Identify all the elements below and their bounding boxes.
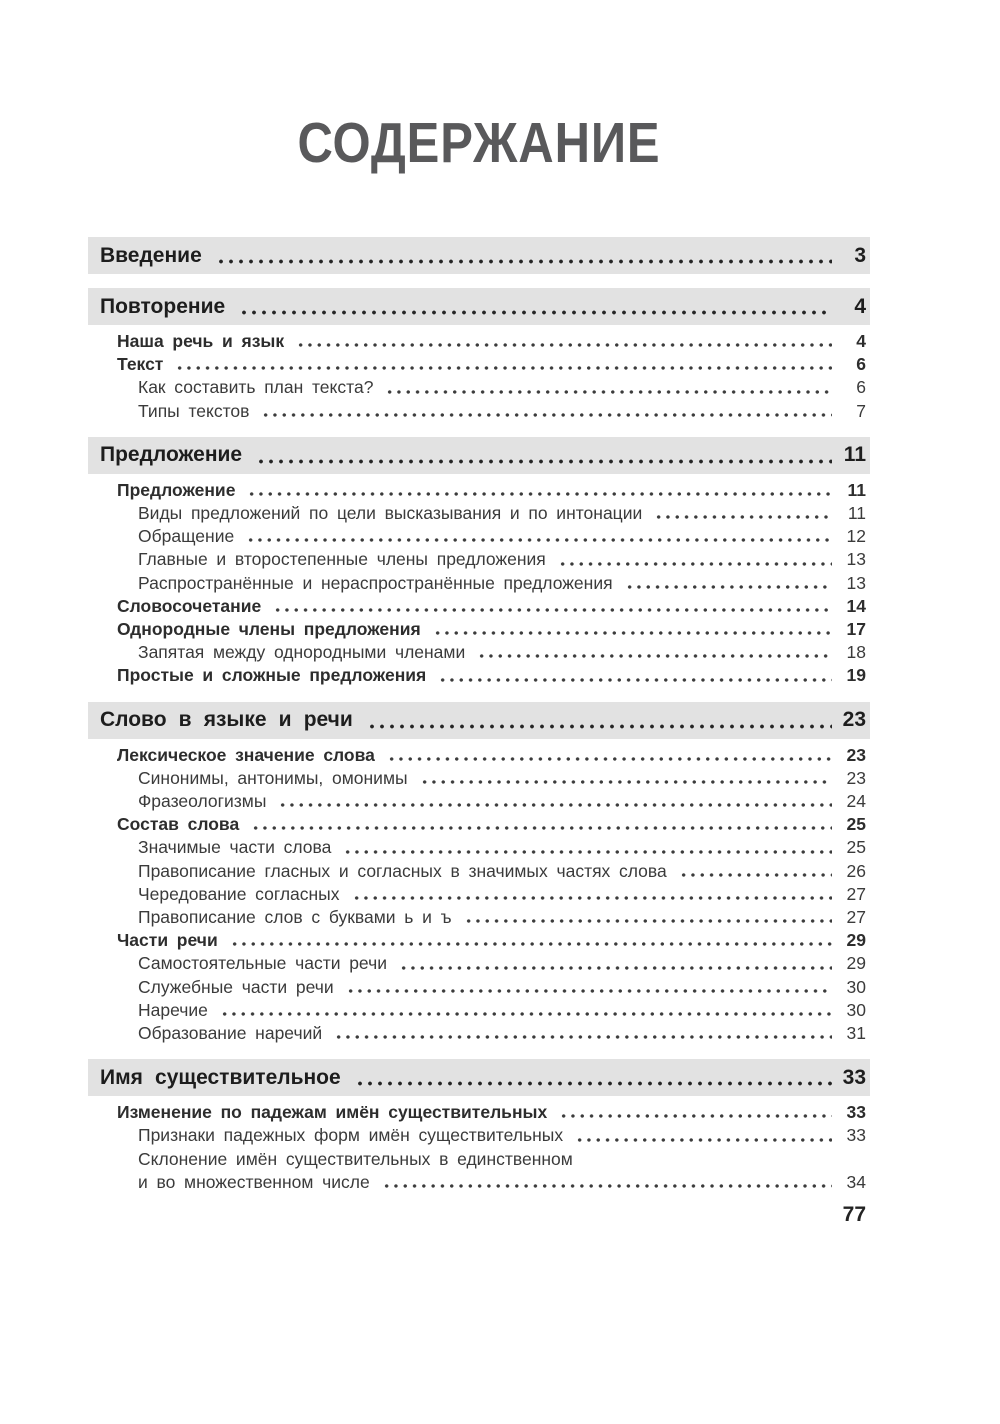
dot-leader <box>228 929 832 952</box>
toc-entry <box>88 664 870 687</box>
dot-leader <box>218 999 832 1022</box>
entry-page-number: 4 <box>856 331 866 351</box>
entry-title: Лексическое значение слова <box>117 744 375 765</box>
toc-section <box>88 288 870 423</box>
dot-leader <box>462 906 832 929</box>
toc-entry <box>88 744 870 767</box>
dot-leader <box>256 437 832 474</box>
toc-entry <box>88 883 870 906</box>
entry-page-number: 6 <box>856 354 866 375</box>
section-page-number: 23 <box>842 708 866 732</box>
dot-leader <box>239 288 832 325</box>
entry-page-number: 7 <box>856 400 866 421</box>
toc-entry <box>88 976 870 999</box>
entry-title: Склонение имён существительных в единственном <box>138 1148 573 1169</box>
toc-entry <box>88 767 870 790</box>
section-page-number: 11 <box>843 443 866 467</box>
toc-entry <box>88 836 870 859</box>
dot-leader <box>341 836 832 859</box>
toc-page <box>0 112 1000 1424</box>
folio-page-number: 77 <box>842 1203 866 1227</box>
section-page-number: 3 <box>854 243 866 267</box>
entry-title: Самостоятельные части речи <box>138 953 387 974</box>
toc-entry <box>88 999 870 1022</box>
toc-entry <box>88 1101 870 1124</box>
book-page <box>0 112 1000 1424</box>
toc-entry <box>88 860 870 883</box>
toc-section-header <box>88 237 870 274</box>
toc-content <box>88 112 870 1227</box>
entry-page-number: 13 <box>846 572 866 593</box>
dot-leader <box>583 1148 832 1171</box>
dot-leader <box>344 976 832 999</box>
entry-title: Виды предложений по цели высказывания и по интонации <box>138 503 643 524</box>
toc-entry <box>88 479 870 502</box>
toc-entry <box>88 906 870 929</box>
entry-page-number: 23 <box>846 767 866 788</box>
toc-section <box>88 437 870 688</box>
dot-leader <box>276 790 832 813</box>
entry-title: Текст <box>117 354 164 375</box>
entry-page-number: 29 <box>846 930 866 951</box>
toc-entry <box>88 1148 870 1171</box>
entry-page-number: 27 <box>846 907 866 928</box>
entry-title: Правописание слов с буквами ь и ъ <box>138 907 452 928</box>
dot-leader <box>385 744 832 767</box>
entry-title: Наша речь и язык <box>117 331 285 351</box>
toc-entry <box>88 1022 870 1045</box>
entry-title: Служебные части речи <box>138 976 334 997</box>
entry-title: Предложение <box>117 479 236 500</box>
toc-section-items <box>88 330 870 423</box>
entry-page-number: 26 <box>846 860 866 881</box>
toc-entry <box>88 1124 870 1147</box>
dot-leader <box>556 548 832 571</box>
entry-page-number: 33 <box>846 1102 866 1123</box>
entry-page-number: 6 <box>856 377 866 398</box>
entry-page-number: 25 <box>846 837 866 858</box>
entry-title: Наречие <box>138 999 208 1020</box>
entry-title: Синонимы, антонимы, омонимы <box>138 767 408 788</box>
dot-leader <box>294 330 832 353</box>
toc-section-header <box>88 437 870 474</box>
entry-page-number: 30 <box>846 999 866 1020</box>
toc-sections <box>88 237 870 1194</box>
toc-entry <box>88 952 870 975</box>
entry-title: Признаки падежных форм имён существительных <box>138 1125 564 1146</box>
entry-title: Фразеологизмы <box>138 791 267 812</box>
toc-section-items <box>88 1101 870 1194</box>
dot-leader <box>436 664 832 687</box>
dot-leader <box>216 237 832 274</box>
entry-title: и во множественном числе <box>138 1171 370 1192</box>
entry-title: Однородные члены предложения <box>117 619 421 640</box>
dot-leader <box>380 1171 832 1194</box>
entry-title: Значимые части слова <box>138 837 332 858</box>
dot-leader <box>249 813 832 836</box>
toc-section <box>88 1059 870 1194</box>
entry-page-number: 13 <box>846 549 866 570</box>
section-title: Слово в языке и речи <box>100 708 353 732</box>
entry-page-number: 23 <box>846 744 866 765</box>
entry-title: Распространённые и нераспространённые предложения <box>138 572 613 593</box>
entry-page-number: 25 <box>846 814 866 835</box>
entry-page-number: 31 <box>846 1023 866 1044</box>
dot-leader <box>475 641 832 664</box>
dot-leader <box>355 1059 832 1096</box>
entry-page-number: 11 <box>847 503 866 524</box>
toc-section-items <box>88 744 870 1046</box>
entry-page-number: 14 <box>846 595 866 616</box>
entry-title: Простые и сложные предложения <box>117 665 427 686</box>
dot-leader <box>271 595 832 618</box>
section-title: Имя существительное <box>100 1065 341 1089</box>
section-title: Повторение <box>100 294 226 318</box>
entry-title: Запятая между однородными членами <box>138 642 466 663</box>
toc-section-header <box>88 288 870 325</box>
section-title: Предложение <box>100 443 243 467</box>
entry-page-number: 34 <box>846 1171 866 1192</box>
toc-entry <box>88 400 870 423</box>
dot-leader <box>383 376 832 399</box>
dot-leader <box>244 525 832 548</box>
toc-entry <box>88 502 870 525</box>
dot-leader <box>397 952 832 975</box>
dot-leader <box>677 860 832 883</box>
entry-title: Главные и второстепенные члены предложения <box>138 549 546 570</box>
section-page-number: 33 <box>842 1065 866 1089</box>
section-page-number: 4 <box>854 294 866 318</box>
entry-page-number: 11 <box>847 479 866 500</box>
toc-entry <box>88 572 870 595</box>
entry-page-number: 19 <box>846 665 866 686</box>
toc-section-header <box>88 1059 870 1096</box>
entry-page-number: 27 <box>846 883 866 904</box>
entry-page-number: 24 <box>846 791 866 812</box>
dot-leader <box>332 1022 832 1045</box>
toc-section-header <box>88 702 870 739</box>
dot-leader <box>573 1124 832 1147</box>
entry-title: Изменение по падежам имён существительных <box>117 1102 548 1123</box>
section-title: Введение <box>100 243 202 267</box>
dot-leader <box>418 767 832 790</box>
toc-entry <box>88 618 870 641</box>
toc-entry <box>88 548 870 571</box>
dot-leader <box>173 353 832 376</box>
dot-leader <box>367 702 832 739</box>
toc-entry <box>88 1171 870 1194</box>
dot-leader <box>350 883 832 906</box>
entry-page-number: 29 <box>846 953 866 974</box>
toc-section <box>88 702 870 1046</box>
dot-leader <box>623 572 832 595</box>
entry-page-number: 17 <box>846 619 866 640</box>
toc-section-items <box>88 479 870 688</box>
toc-entry <box>88 929 870 952</box>
page-title: СОДЕРЖАНИЕ <box>297 111 661 175</box>
toc-entry <box>88 376 870 399</box>
toc-entry <box>88 330 870 353</box>
entry-title: Чередование согласных <box>138 883 340 904</box>
toc-entry <box>88 641 870 664</box>
entry-title: Как составить план текста? <box>138 377 374 398</box>
dot-leader <box>557 1101 832 1124</box>
toc-entry <box>88 595 870 618</box>
entry-title: Состав слова <box>117 814 240 835</box>
entry-title: Словосочетание <box>117 595 262 616</box>
entry-page-number: 18 <box>846 642 866 663</box>
toc-entry <box>88 790 870 813</box>
entry-title: Части речи <box>117 930 218 951</box>
toc-entry <box>88 353 870 376</box>
dot-leader <box>259 400 832 423</box>
entry-title: Правописание гласных и согласных в значимых частях слова <box>138 860 667 881</box>
toc-entry <box>88 525 870 548</box>
dot-leader <box>652 502 832 525</box>
toc-section <box>88 237 870 274</box>
entry-page-number: 12 <box>846 526 866 547</box>
entry-title: Типы текстов <box>138 400 250 421</box>
entry-title: Обращение <box>138 526 235 547</box>
toc-entry <box>88 813 870 836</box>
entry-page-number: 30 <box>846 976 866 997</box>
entry-title: Образование наречий <box>138 1023 323 1044</box>
dot-leader <box>431 618 832 641</box>
dot-leader <box>245 479 832 502</box>
entry-page-number: 33 <box>846 1125 866 1146</box>
